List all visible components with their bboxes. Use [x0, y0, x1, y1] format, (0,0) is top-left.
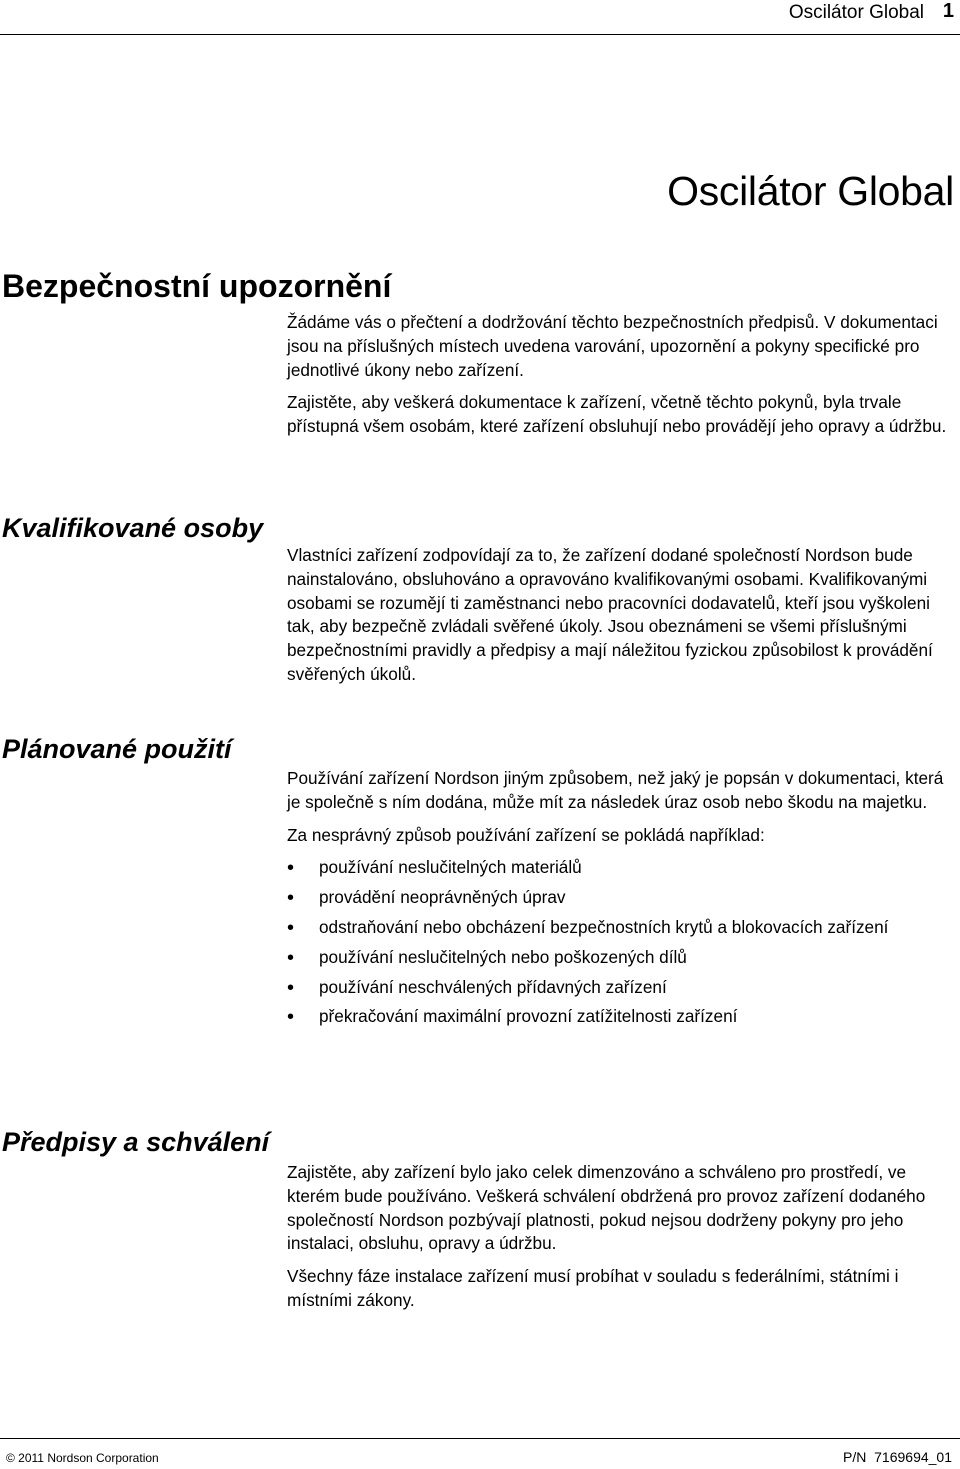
- paragraph: Používání zařízení Nordson jiným způsobem, než jaký je popsán v dokumentaci, která je společně s ním dodána, může mít za následek úraz osob nebo škodu na majetku.: [287, 768, 944, 812]
- section-heading-intended-use: Plánované použití: [2, 734, 232, 764]
- paragraph: Za nesprávný způsob používání zařízení se pokládá například:: [287, 824, 765, 845]
- paragraph: Zajistěte, aby veškerá dokumentace k zařízení, včetně těchto pokynů, byla trvale přístupná všem osobám, které zařízení obsluhují nebo provádějí jeho opravy a údržbu.: [287, 392, 947, 437]
- page-number: 1: [942, 0, 954, 22]
- list-item: • používání neslučitelných nebo poškozených dílů: [287, 946, 955, 970]
- section-body-regulations: [287, 1161, 955, 1313]
- section-heading-regulations: Předpisy a schválení: [2, 1127, 270, 1157]
- paragraph: Všechny fáze instalace zařízení musí probíhat v souladu s federálními, státními i místními zákony.: [287, 1266, 899, 1310]
- misuse-list: [287, 856, 955, 1029]
- paragraph: Vlastníci zařízení zodpovídají za to, že zařízení dodané společností Nordson bude nainstalováno, obsluhováno a opravováno kvalifikovanými osobami. Kvalifikovanými osobami se rozumějí ti zaměstnanci nebo pracovníci dodavatelů, kteří jsou vyškoleni tak, aby bezpečně zvládali svěřené úkoly. Jsou obeznámeni se všemi příslušnými bezpečnostními pravidly a předpisy a mají náležitou fyzickou způsobilost k provádění svěřených úkolů.: [287, 545, 933, 684]
- document-title: Oscilátor Global: [667, 168, 954, 214]
- section-heading-safety: Bezpečnostní upozornění: [2, 268, 392, 304]
- list-item: • používání neschválených přídavných zařízení: [287, 976, 955, 1000]
- footer-part-number: P/N 7169694_01: [843, 1449, 952, 1465]
- list-item: • provádění neoprávněných úprav: [287, 886, 955, 910]
- running-header-title: Oscilátor Global: [788, 2, 924, 23]
- section-body-safety: [287, 311, 955, 439]
- footer-copyright: © 2011 Nordson Corporation: [6, 1451, 159, 1465]
- list-item: • odstraňování nebo obcházení bezpečnostních krytů a blokovacích zařízení: [287, 916, 955, 940]
- section-heading-qualified: Kvalifikované osoby: [2, 513, 264, 543]
- section-body-qualified: [287, 544, 955, 687]
- paragraph: Zajistěte, aby zařízení bylo jako celek dimenzováno a schváleno pro prostředí, ve kterém bude používáno. Veškerá schválení obdržená pro provoz zařízení dodaného společností Nordson pozbývají platnosti, pokud nejsou dodrženy pokyny pro jeho instalaci, obsluhu, opravy a údržbu.: [287, 1162, 926, 1254]
- section-body-intended-use: [287, 767, 955, 1029]
- footer-divider: [0, 1438, 960, 1439]
- list-item: • překračování maximální provozní zatížitelnosti zařízení: [287, 1005, 955, 1029]
- list-item: • používání neslučitelných materiálů: [287, 856, 955, 880]
- paragraph: Žádáme vás o přečtení a dodržování těchto bezpečnostních předpisů. V dokumentaci jsou na příslušných místech uvedena varování, upozornění a pokyny specifické pro jednotlivé úkony nebo zařízení.: [287, 312, 938, 380]
- header-divider: [0, 34, 960, 35]
